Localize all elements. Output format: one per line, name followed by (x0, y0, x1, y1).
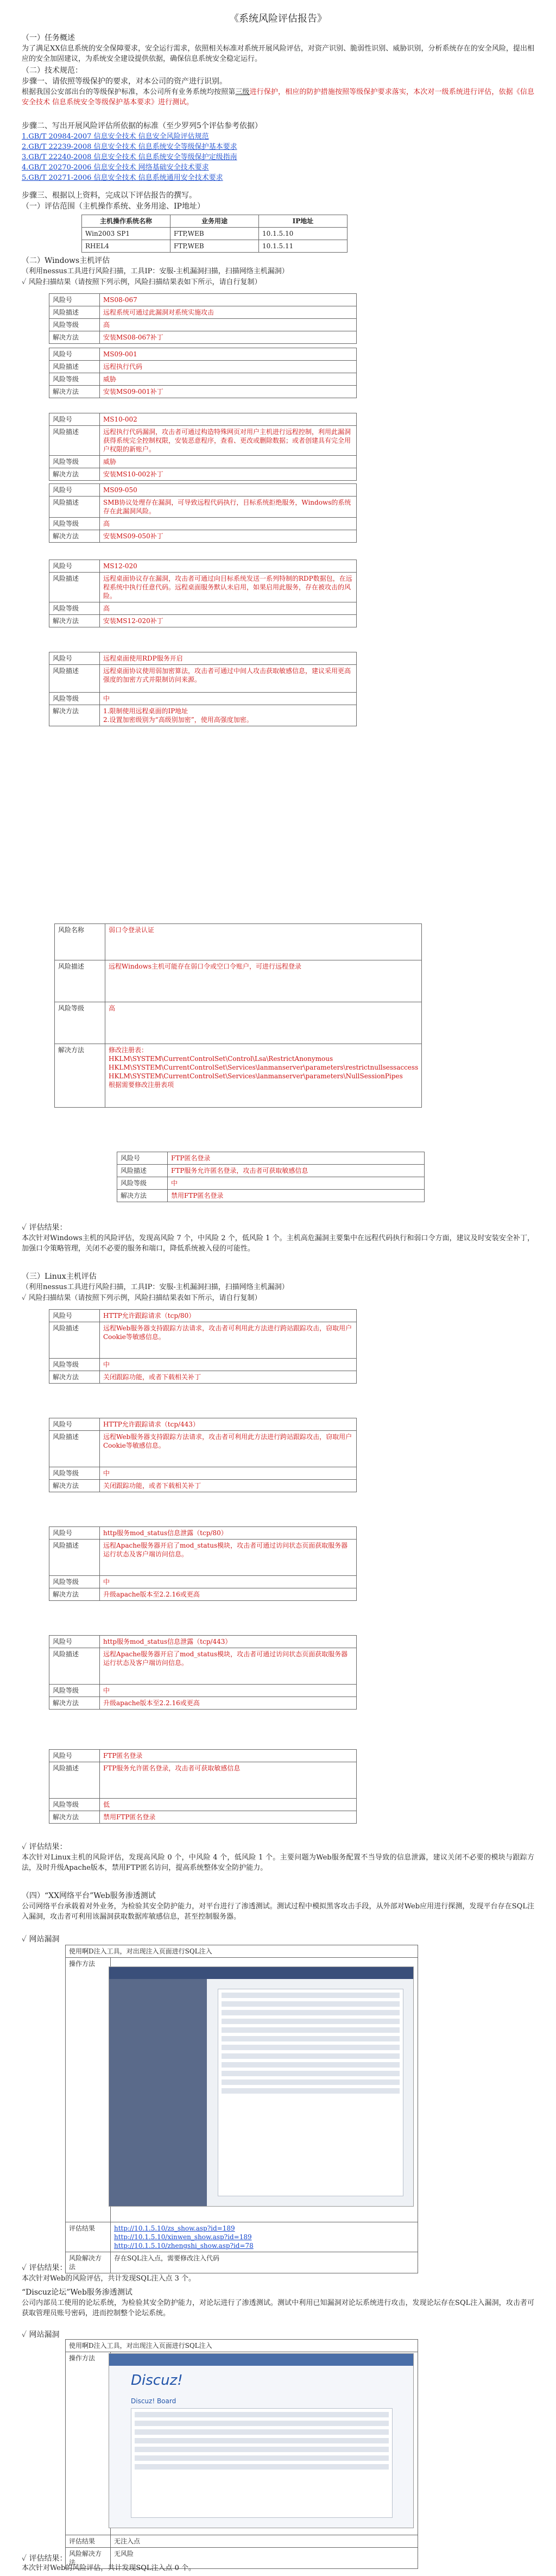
web-summary: 本次针对Web的风险评估，共计发现SQL注入点 3 个。 (22, 2275, 196, 2283)
table-row (49, 456, 357, 468)
bbs-summary: 本次针对Web的风险评估，共计发现SQL注入点 0 个。 (22, 2564, 196, 2572)
bbs-pentest-text: 公司内部员工使用的论坛系统，为检验其安全防护能力，对论坛进行了渗透测试。测试中利用已知漏洞对论坛系统进行攻击，发现论坛存在SQL注入漏洞，攻击者可获取管理员账号密码，进而控制整个论坛系统。 (22, 2299, 534, 2317)
bbs-vuln-label: ✓ 网站漏洞 (22, 2330, 60, 2339)
risk-name-value: 弱口令登录认证 (105, 924, 422, 960)
risk-level-label: 风险等级 (49, 1685, 100, 1697)
web-vuln-label: ✓ 网站漏洞 (22, 1935, 60, 1944)
reference-item[interactable]: 3.GB/T 22240-2008 信息安全技术 信息系统安全等级保护定级指南 (22, 153, 237, 161)
risk-table (49, 560, 357, 627)
risk-id-value: http服务mod_status信息泄露（tcp/80） (100, 1527, 357, 1540)
risk-level-label: 风险等级 (49, 373, 100, 386)
risk-desc-label: 风险描述 (49, 497, 100, 518)
risk-fix-label: 解决方法 (49, 468, 100, 481)
risk-table (49, 1526, 357, 1601)
asset-os: RHEL4 (82, 240, 170, 253)
table-row (49, 1576, 357, 1588)
risk-id-label: 风险号 (49, 1750, 100, 1762)
risk-id-label: 风险号 (49, 560, 100, 573)
windows-intro: （利用nessus工具进行风险扫描，工具IP：安服-主机漏洞扫描，扫描网络主机漏洞） (22, 267, 289, 275)
table-row (49, 331, 357, 344)
risk-id-label: 风险号 (49, 1527, 100, 1540)
risk-desc-value: 远程Web服务器支持跟踪方法请求，攻击者可利用此方法进行跨站跟踪攻击，窃取用户Cookie等敏感信息。 (100, 1431, 357, 1467)
risk-id-value: FTP匿名登录 (100, 1750, 357, 1762)
table-row (49, 615, 357, 627)
risk-fix-value: 升级apache版本至2.2.16或更高 (100, 1588, 357, 1601)
risk-desc-value: 远程Windows主机可能存在弱口令或空口令账户，可进行远程登录 (105, 960, 422, 1002)
risk-desc-label: 风险描述 (49, 573, 100, 602)
table-row (49, 497, 357, 518)
risk-id-label: 风险号 (49, 1636, 100, 1648)
risk-id-label: 风险号 (49, 484, 100, 497)
linux-summary-heading: ✓ 评估结果： (22, 1843, 67, 1851)
step1-text-b: 进行保护，相应的防护措施按照等级保护要求落实，本次对一级系统进行评估，依据《信息安全技术 信息系统安全等级保护基本要求》进行测试。 (22, 88, 534, 106)
risk-fix-label: 解决方法 (49, 386, 100, 398)
linux-summary: 本次针对Linux主机的风险评估，发现高风险 0 个，中风险 4 个，低风险 1 个。主要问题为Web服务配置不当导致的信息泄露，建议关闭不必要的模块与跟踪方法，及时升级Apache版本，禁用FTP匿名访问，提高系统整体安全防护能力。 (22, 1854, 534, 1872)
fix-line: 根据需要修改注册表项 (109, 1081, 174, 1089)
table-row (117, 1152, 425, 1165)
risk-id-label: 风险号 (49, 294, 100, 306)
risk-fix-label: 解决方法 (49, 530, 100, 543)
risk-desc-value: SMB协议处理存在漏洞，可导致远程代码执行，目标系统拒绝服务，Windows的系统存在此漏洞风险。 (100, 497, 357, 518)
report-title: 《系统风险评估报告》 (229, 13, 327, 24)
table-row (49, 319, 357, 331)
table-row (82, 240, 348, 253)
risk-level-value: 中 (100, 1685, 357, 1697)
risk-desc-value: 远程系统可通过此漏洞对系统实施攻击 (100, 306, 357, 319)
table-row (49, 413, 357, 426)
risk-level-label: 风险等级 (49, 319, 100, 331)
risk-desc-label: 风险描述 (49, 426, 100, 456)
risk-fix-label: 解决方法 (49, 1588, 100, 1601)
risk-fix-value: 禁用FTP匿名登录 (168, 1190, 425, 1202)
risk-table (49, 348, 357, 398)
risk-id-label: 风险号 (49, 652, 100, 665)
table-row (49, 1480, 357, 1492)
injection-tool-screenshot (109, 1966, 414, 2207)
asset-os: Win2003 SP1 (82, 228, 170, 240)
risk-id-value: http服务mod_status信息泄露（tcp/443） (100, 1636, 357, 1648)
risk-level-label: 风险等级 (49, 602, 100, 615)
risk-table (49, 652, 357, 726)
asset-col-os: 主机操作系统名称 (82, 215, 170, 228)
table-row (49, 1310, 357, 1322)
risk-level-label: 风险等级 (49, 1799, 100, 1811)
table-row (117, 1177, 425, 1190)
risk-desc-label: 风险描述 (55, 960, 105, 1002)
table-row (49, 1540, 357, 1576)
table-row (49, 518, 357, 530)
discuz-titlebar (109, 2354, 413, 2366)
table-row (49, 1685, 357, 1697)
tool-titlebar (109, 1967, 413, 1979)
web-result-urls (111, 2222, 418, 2252)
table-row (49, 705, 357, 726)
reference-item[interactable]: 4.GB/T 20270-2006 信息安全技术 网络基础安全技术要求 (22, 164, 209, 172)
risk-desc-value: 远程执行代码 (100, 361, 357, 373)
risk-level-value: 高 (100, 602, 357, 615)
risk-table (49, 293, 357, 344)
risk-level-label: 风险等级 (117, 1177, 168, 1190)
risk-fix-value: 升级apache版本至2.2.16或更高 (100, 1697, 357, 1710)
risk-level-label: 风险等级 (49, 456, 100, 468)
table-row (49, 602, 357, 615)
risk-desc-value: 远程桌面协议使用弱加密算法，攻击者可通过中间人攻击获取敏感信息，建议采用更高强度的加密方式并限制访问来源。 (100, 665, 357, 693)
risk-id-label: 风险号 (117, 1152, 168, 1165)
risk-id-value: MS09-050 (100, 484, 357, 497)
risk-id-value: MS12-020 (100, 560, 357, 573)
ftp-anon-table (117, 1152, 425, 1202)
discuz-board-title: Discuz! Board (131, 2397, 176, 2405)
bbs-method-value: 无风险 (111, 2548, 418, 2569)
table-row (55, 960, 422, 1002)
bbs-ops-label: 操作方法 (66, 2352, 111, 2535)
risk-level-value: 中 (100, 693, 357, 705)
risk-fix-value: 1.限制使用远程桌面的IP地址 2.设置加密级别为“高级别加密”，使用高强度加密。 (100, 705, 357, 726)
risk-fix-label: 解决方法 (49, 705, 100, 726)
risk-desc-value: 远程桌面协议存在漏洞，攻击者可通过向目标系统发送一系列特制的RDP数据包，在远程系统中执行任意代码。远程桌面服务默认未启用，如果启用此服务，存在被攻击的风险。 (100, 573, 357, 602)
table-row (49, 1467, 357, 1480)
risk-fix-value: 安装MS12-020补丁 (100, 615, 357, 627)
linux-heading: （三）Linux主机评估 (22, 1272, 97, 1281)
table-row (66, 1945, 418, 1958)
table-row (49, 1322, 357, 1359)
risk-desc-label: 风险描述 (49, 665, 100, 693)
risk-level-value: 高 (100, 319, 357, 331)
risk-id-value: MS09-001 (100, 348, 357, 361)
web-result-label: 评估结果 (66, 2222, 111, 2252)
risk-id-label: 风险号 (49, 1310, 100, 1322)
bbs-method-label: 风险解决方法 (66, 2548, 111, 2569)
risk-desc-label: 风险描述 (49, 1431, 100, 1467)
scope-heading: （一）评估范围（主机操作系统、业务用途、IP地址） (22, 202, 205, 211)
table-row (117, 1190, 425, 1202)
risk-level-label: 风险等级 (49, 1467, 100, 1480)
table-row (49, 530, 357, 543)
risk-table (49, 413, 357, 481)
risk-level-label: 风险等级 (49, 693, 100, 705)
web-method-label: 风险解决方法 (66, 2252, 111, 2273)
injection-url[interactable]: http://10.1.5.10/zhengshi_show.asp?id=78 (114, 2242, 254, 2250)
fix-heading: 修改注册表： (109, 1046, 148, 1054)
step1-heading: 步骤一、请依照等级保护的要求，对本公司的资产进行识别。 (22, 77, 227, 86)
fix-line: HKLM\SYSTEM\CurrentControlSet\Services\lanmanserver\parameters\NullSessionPipes (109, 1072, 403, 1080)
linux-results-label: ✓ 风险扫描结果（请按照下列示例，风险扫描结果表如下所示，请自行复制） (22, 1294, 262, 1302)
risk-level-value: 中 (100, 1576, 357, 1588)
risk-level-value: 威胁 (100, 456, 357, 468)
windows-summary-heading: ✓ 评估结果： (22, 1223, 67, 1232)
risk-desc-value: 远程Apache服务器开启了mod_status模块，攻击者可通过访问状态页面获取服务器运行状态及客户端访问信息。 (100, 1540, 357, 1576)
risk-level-label: 风险等级 (49, 1576, 100, 1588)
risk-desc-label: 风险描述 (49, 1648, 100, 1685)
risk-level-value: 高 (105, 1002, 422, 1044)
bbs-summary-heading: ✓ 评估结果： (22, 2554, 67, 2563)
step1-blank: 三级 (235, 88, 250, 96)
web-pentest-heading: （四）“XX网络平台”Web服务渗透测试 (22, 1892, 156, 1900)
asset-table (81, 215, 348, 253)
risk-level-value: 中 (168, 1177, 425, 1190)
tool-browser-panel (218, 1989, 403, 2196)
table-row (49, 1762, 357, 1799)
risk-desc-value: FTP服务允许匿名登录，攻击者可获取敏感信息 (168, 1165, 425, 1177)
table-row (49, 1359, 357, 1371)
risk-id-label: 风险号 (49, 1418, 100, 1431)
web-summary-heading: ✓ 评估结果： (22, 2264, 67, 2272)
task-overview-heading: （一）任务概述 (22, 34, 75, 42)
risk-id-value: MS10-002 (100, 413, 357, 426)
risk-fix-value: 安装MS10-002补丁 (100, 468, 357, 481)
table-row (49, 573, 357, 602)
web-table-title: 使用啊D注入工具，对出现注入页面进行SQL注入 (66, 1945, 418, 1958)
risk-desc-value: FTP服务允许匿名登录，攻击者可获取敏感信息 (100, 1762, 357, 1799)
linux-intro: （利用nessus工具进行风险扫描，工具IP：安服-主机漏洞扫描，扫描网络主机漏洞） (22, 1283, 289, 1291)
table-row (66, 2535, 418, 2548)
web-ops-label: 操作方法 (66, 1958, 111, 2222)
risk-name-label: 风险名称 (55, 924, 105, 960)
risk-fix-label: 解决方法 (49, 1480, 100, 1492)
asset-use: FTP,WEB (170, 228, 259, 240)
tech-spec-heading: （二）技术规范： (22, 66, 83, 75)
table-row (49, 1811, 357, 1824)
bbs-pentest-heading: “Discuz论坛”Web服务渗透测试 (22, 2288, 132, 2297)
risk-level-label: 风险等级 (49, 1359, 100, 1371)
risk-fix-value: 禁用FTP匿名登录 (100, 1811, 357, 1824)
web-method-value: 存在SQL注入点，需要修改注入代码 (111, 2252, 418, 2273)
table-row (49, 484, 357, 497)
table-row (117, 1165, 425, 1177)
task-overview-text: 为了满足XX信息系统的安全保障要求，安全运行需求，依照相关标准对系统开展风险评估，对资产识别、脆弱性识别、威胁识别，分析系统存在的安全风险，提出相应的安全加固建议，为系统安全建设提供依据，确保信息系统安全稳定运行。 (22, 45, 534, 63)
risk-table (49, 1418, 357, 1492)
table-row (49, 1371, 357, 1384)
table-row (49, 693, 357, 705)
table-row (49, 294, 357, 306)
table-row (82, 228, 348, 240)
risk-table (49, 1309, 357, 1384)
risk-level-value: 低 (100, 1799, 357, 1811)
table-row (49, 373, 357, 386)
risk-id-label: 风险号 (49, 348, 100, 361)
table-row (49, 361, 357, 373)
risk-desc-value: 远程Apache服务器开启了mod_status模块，攻击者可通过访问状态页面获取服务器运行状态及客户端访问信息。 (100, 1648, 357, 1685)
risk-level-value: 中 (100, 1467, 357, 1480)
table-row (82, 215, 348, 228)
risk-id-value: MS08-067 (100, 294, 357, 306)
step1-text-a: 根据我国公安部出台的等级保护标准，本公司所有业务系统均按照第 (22, 88, 236, 96)
injection-url[interactable]: http://10.1.5.10/zs_show.asp?id=189 (114, 2225, 235, 2232)
risk-desc-label: 风险描述 (49, 1540, 100, 1576)
table-row (49, 1527, 357, 1540)
bbs-result-label: 评估结果 (66, 2535, 111, 2548)
risk-level-label: 风险等级 (55, 1002, 105, 1044)
risk-level-value: 中 (100, 1359, 357, 1371)
risk-id-value: HTTP允许跟踪请求（tcp/80） (100, 1310, 357, 1322)
table-row (66, 2222, 418, 2252)
table-row (55, 1002, 422, 1044)
discuz-logo: Discuz! (131, 2372, 183, 2389)
risk-desc-label: 风险描述 (49, 1762, 100, 1799)
asset-col-ip: IP地址 (259, 215, 348, 228)
risk-desc-label: 风险描述 (49, 306, 100, 319)
table-row (49, 348, 357, 361)
weak-password-table (54, 923, 422, 1108)
risk-fix-label: 解决方法 (55, 1044, 105, 1108)
risk-fix-label: 解决方法 (49, 615, 100, 627)
risk-table (49, 483, 357, 543)
table-row (49, 1588, 357, 1601)
risk-desc-label: 风险描述 (49, 1322, 100, 1359)
table-row (49, 665, 357, 693)
risk-fix-value (105, 1044, 422, 1108)
risk-fix-label: 解决方法 (117, 1190, 168, 1202)
risk-fix-value: 安装MS09-050补丁 (100, 530, 357, 543)
table-row (49, 426, 357, 456)
injection-url[interactable]: http://10.1.5.10/xinwen_show.asp?id=189 (114, 2233, 252, 2241)
table-row (55, 924, 422, 960)
risk-fix-label: 解决方法 (49, 1371, 100, 1384)
table-row (49, 1431, 357, 1467)
table-row (49, 1799, 357, 1811)
table-row (49, 1418, 357, 1431)
bbs-table-title: 使用啊D注入工具，对出现注入页面进行SQL注入 (66, 2340, 418, 2352)
table-row (49, 1750, 357, 1762)
step1-text (22, 87, 534, 108)
reference-item[interactable]: 5.GB/T 20271-2006 信息安全技术 信息系统通用安全技术要求 (22, 174, 223, 182)
risk-fix-label: 解决方法 (49, 331, 100, 344)
table-row (49, 386, 357, 398)
fix-line: HKLM\SYSTEM\CurrentControlSet\Services\lanmanserver\parameters\restrictnullsessaccess (109, 1064, 419, 1071)
risk-level-value: 高 (100, 518, 357, 530)
reference-item[interactable]: 1.GB/T 20984-2007 信息安全技术 信息安全风险评估规范 (22, 133, 209, 141)
risk-level-label: 风险等级 (49, 518, 100, 530)
table-row (49, 1636, 357, 1648)
risk-desc-value: 远程执行代码漏洞，攻击者可通过构造特殊网页对用户主机进行远程控制，利用此漏洞获得系统完全控制权限，安装恶意程序，查看、更改或删除数据；或者创建具有完全用户权限的新账户。 (100, 426, 357, 456)
risk-table (49, 1749, 357, 1824)
windows-heading: （二）Windows主机评估 (22, 256, 110, 265)
risk-id-value: HTTP允许跟踪请求（tcp/443） (100, 1418, 357, 1431)
risk-desc-label: 风险描述 (117, 1165, 168, 1177)
table-row (55, 1044, 422, 1108)
table-row (49, 652, 357, 665)
risk-fix-value: 关闭跟踪功能，或者下载相关补丁 (100, 1480, 357, 1492)
risk-fix-value: 安装MS09-001补丁 (100, 386, 357, 398)
asset-use: FTP,WEB (170, 240, 259, 253)
risk-fix-label: 解决方法 (49, 1811, 100, 1824)
risk-table (49, 1635, 357, 1710)
risk-desc-label: 风险描述 (49, 361, 100, 373)
risk-fix-value: 安装MS08-067补丁 (100, 331, 357, 344)
reference-item[interactable]: 2.GB/T 22239-2008 信息安全技术 信息系统安全等级保护基本要求 (22, 143, 237, 151)
risk-fix-label: 解决方法 (49, 1697, 100, 1710)
windows-results-label: ✓ 风险扫描结果（请按照下列示例，风险扫描结果表如下所示，请自行复制） (22, 278, 262, 286)
table-row (49, 560, 357, 573)
risk-id-value: FTP匿名登录 (168, 1152, 425, 1165)
asset-ip: 10.1.5.10 (259, 228, 348, 240)
risk-desc-value: 远程Web服务器支持跟踪方法请求，攻击者可利用此方法进行跨站跟踪攻击，窃取用户Cookie等敏感信息。 (100, 1322, 357, 1359)
asset-ip: 10.1.5.11 (259, 240, 348, 253)
risk-level-value: 威胁 (100, 373, 357, 386)
windows-summary: 本次针对Windows主机的风险评估，发现高风险 7 个，中风险 2 个，低风险 1 个。主机高危漏洞主要集中在远程代码执行和弱口令方面，建议及时安装安全补丁，加强口令策略管理，关闭不必要的服务和端口，降低系统被入侵的可能性。 (22, 1234, 534, 1253)
reference-list (22, 131, 534, 183)
table-row (49, 1697, 357, 1710)
risk-id-label: 风险号 (49, 413, 100, 426)
risk-fix-value: 关闭跟踪功能，或者下载相关补丁 (100, 1371, 357, 1384)
discuz-screenshot (109, 2353, 414, 2528)
table-row (49, 1648, 357, 1685)
table-row (49, 306, 357, 319)
step2-heading: 步骤二、写出开展风险评估所依据的标准（至少罗列5个评估参考依据） (22, 122, 262, 130)
risk-id-value: 远程桌面使用RDP服务开启 (100, 652, 357, 665)
tool-sidebar (109, 1979, 207, 2206)
table-row (49, 468, 357, 481)
fix-line: HKLM\SYSTEM\CurrentControlSet\Control\Lsa\RestrictAnonymous (109, 1055, 333, 1063)
asset-col-use: 业务用途 (170, 215, 259, 228)
table-row (66, 2340, 418, 2352)
bbs-result-value: 无注入点 (111, 2535, 418, 2548)
web-pentest-text: 公司网络平台承载着对外业务，为检验其安全防护能力，对平台进行了渗透测试。测试过程中模拟黑客攻击手段，从外部对Web应用进行探测，发现平台存在SQL注入漏洞，攻击者可利用该漏洞获取数据库敏感信息，甚至控制服务器。 (22, 1902, 534, 1921)
step3-heading: 步骤三、根据以上资料，完成以下评估报告的撰写。 (22, 191, 197, 200)
discuz-forum-list (131, 2408, 393, 2518)
